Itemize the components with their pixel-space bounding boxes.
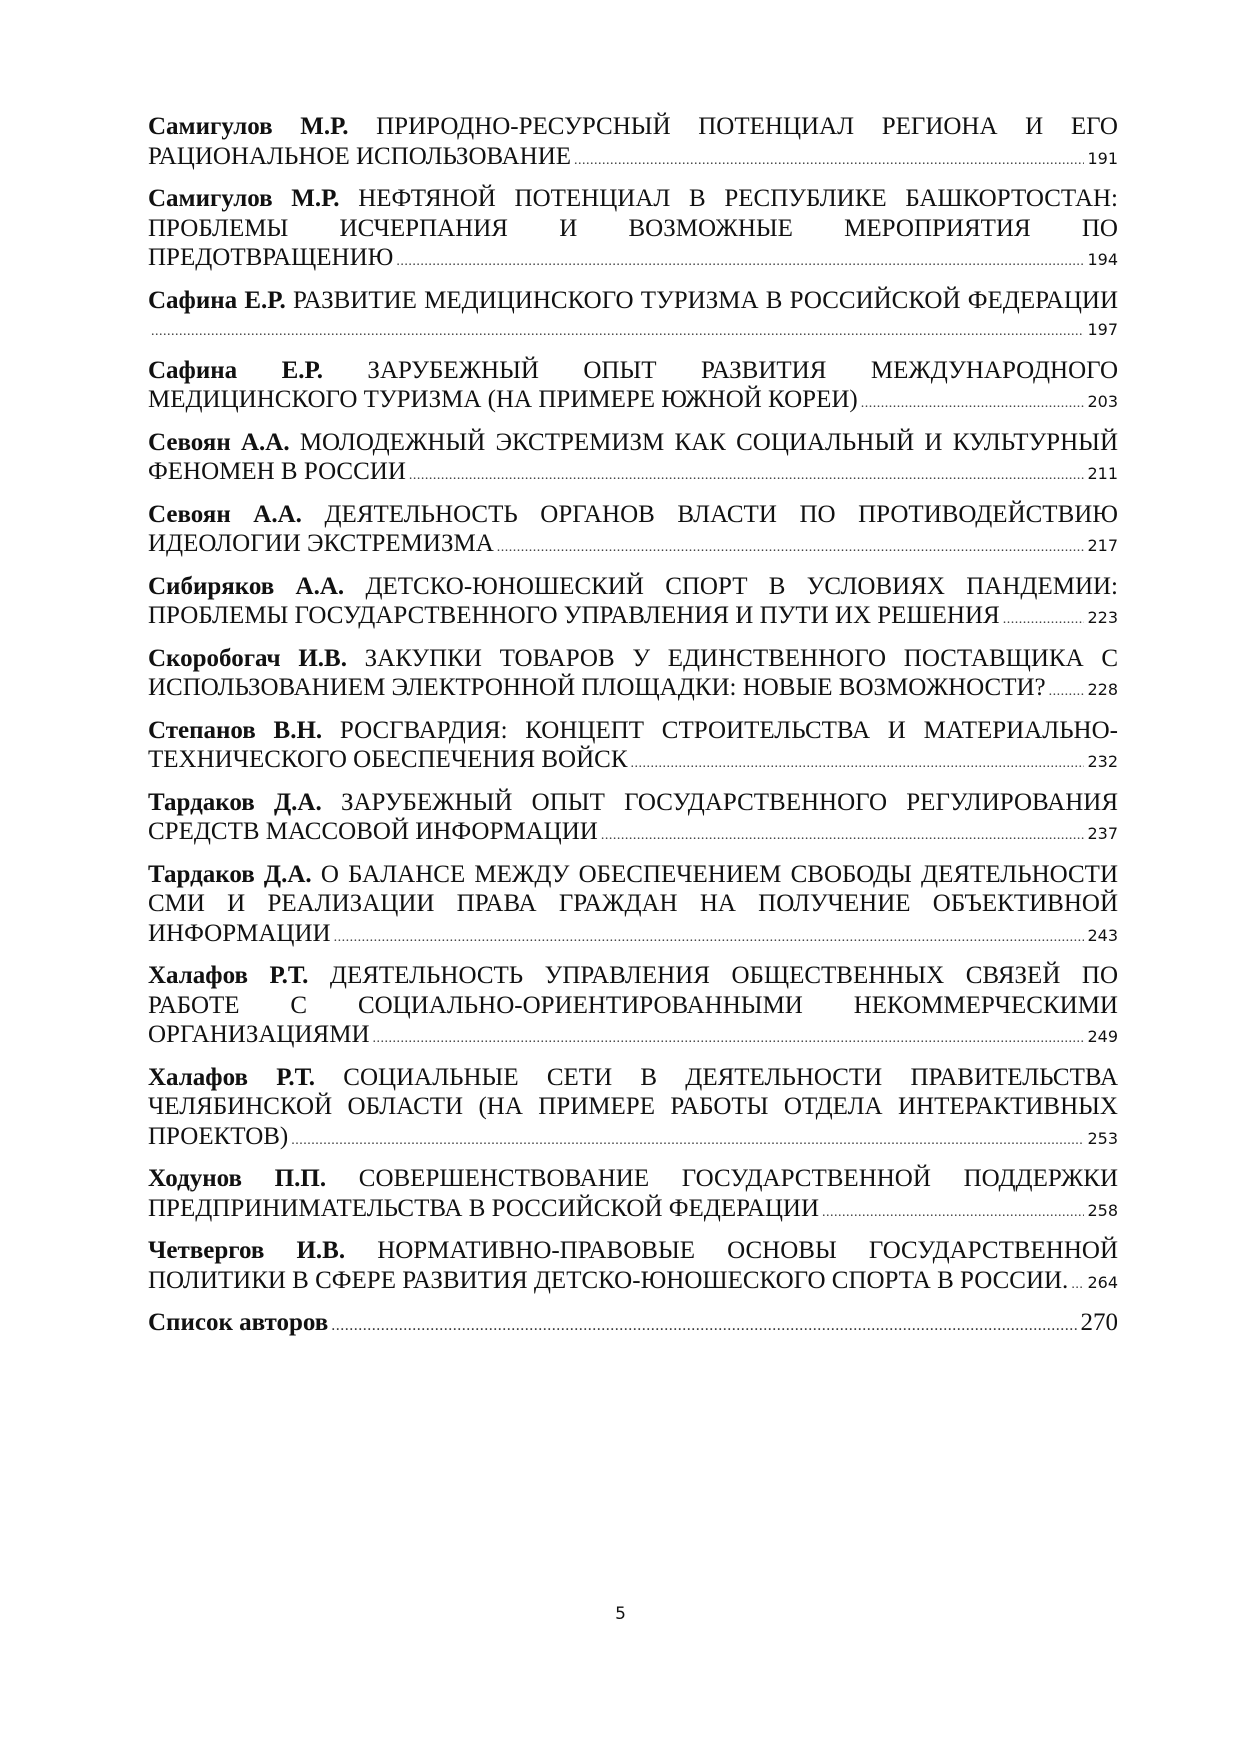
entry-author: Сибиряков А.А. [148,572,345,600]
entry-title-line: ИНФОРМАЦИИ [148,919,331,947]
entry-title-line: НЕФТЯНОЙ ПОТЕНЦИАЛ В РЕСПУБЛИКЕ БАШКОРТОСТАН: [358,185,1119,212]
entry-title [148,1164,1118,1194]
entry-title-line: ДЕТСКО-ЮНОШЕСКИЙ СПОРТ В УСЛОВИЯХ ПАНДЕМИИ: [365,572,1119,600]
entry-page-number: 249 [1087,1027,1118,1046]
entry-title-line: ИСПОЛЬЗОВАНИЕМ ЭЛЕКТРОННОЙ ПЛОЩАДКИ: НОВЫЕ ВОЗМОЖНОСТИ? [148,674,1046,701]
dot-leader [373,1024,1085,1054]
entry-title [148,644,1118,674]
entry-page-number: 232 [1087,752,1118,771]
dot-leader [331,1311,1077,1341]
entry-author: Самигулов М.Р. [148,185,340,212]
entry-title-line: ФЕНОМЕН В РОССИИ [148,458,406,485]
entry-last-line [148,529,1118,563]
entry-title [148,860,1118,919]
toc-entry[interactable] [148,286,1118,347]
entry-title [148,572,1118,602]
entry-title-line: СОВЕРШЕНСТВОВАНИЕ ГОСУДАРСТВЕННОЙ ПОДДЕРЖКИ [358,1165,1118,1192]
entry-last-line [148,142,1118,176]
entry-title-line: ПРЕДПРИНИМАТЕЛЬСТВА В РОССИЙСКОЙ ФЕДЕРАЦИИ [148,1194,820,1222]
entry-last-line [148,817,1118,851]
entry-title-line: ЗАРУБЕЖНЫЙ ОПЫТ ГОСУДАРСТВЕННОГО РЕГУЛИРОВАНИЯ [340,788,1118,816]
entry-author: Севоян А.А. [148,428,290,456]
entry-last-line [148,1122,1118,1156]
entry-last-line [148,457,1118,491]
entry-title-line: РАЦИОНАЛЬНОЕ ИСПОЛЬЗОВАНИЕ [148,142,572,170]
entry-title [148,112,1118,142]
entry-title-line: РОСГВАРДИЯ: КОНЦЕПТ СТРОИТЕЛЬСТВА И МАТЕРИАЛЬНО- [339,716,1118,744]
entry-title [148,184,1118,243]
entry-page-number: 258 [1087,1200,1118,1220]
entry-title-line: РАЗВИТИЕ МЕДИЦИНСКОГО ТУРИЗМА В РОССИЙСКОЙ ФЕДЕРАЦИИ [292,286,1119,314]
page-number: 5 [615,1604,626,1624]
toc-entry[interactable] [148,112,1118,175]
entry-last-line [148,1020,1118,1054]
entry-title-line: ОРГАНИЗАЦИЯМИ [148,1021,370,1048]
entry-title-line: ЧЕЛЯБИНСКОЙ ОБЛАСТИ (НА ПРИМЕРЕ РАБОТЫ ОТДЕЛА ИНТЕРАКТИВНЫХ [148,1093,1118,1120]
entry-page-number: 194 [1087,250,1118,269]
toc-entry[interactable] [148,788,1118,851]
entry-author: Четвергов И.В. [148,1237,346,1264]
dot-leader [631,749,1085,779]
entry-author: Тардаков Д.А. [148,788,322,816]
entry-last-line [148,1308,1118,1341]
entry-last-line [148,315,1118,347]
entry-title [148,1236,1118,1266]
entry-author: Ходунов П.П. [148,1165,327,1192]
entry-page-number: 237 [1087,824,1118,843]
toc-entry[interactable] [148,500,1118,563]
dot-leader [822,1198,1084,1228]
toc-entry-authors-list[interactable] [148,1308,1118,1341]
entry-title-line: ЗАРУБЕЖНЫЙ ОПЫТ РАЗВИТИЯ МЕЖДУНАРОДНОГО [367,356,1119,384]
entry-title-line: СОЦИАЛЬНЫЕ СЕТИ В ДЕЯТЕЛЬНОСТИ ПРАВИТЕЛЬСТВА [343,1063,1119,1091]
entry-title-line: СРЕДСТВ МАССОВОЙ ИНФОРМАЦИИ [148,818,598,845]
entry-page-number: 211 [1087,464,1118,483]
entry-page-number: 203 [1087,392,1118,411]
toc-entry[interactable] [148,860,1118,953]
dot-leader [497,533,1085,563]
entry-page-number: 228 [1087,680,1118,699]
entry-author: Сафина Е.Р. [148,356,323,384]
authors-list-label: Список авторов [148,1309,329,1336]
table-of-contents [148,112,1118,1350]
entry-author: Степанов В.Н. [148,716,323,744]
dot-leader [861,389,1085,419]
dot-leader [291,1126,1084,1156]
entry-author: Скоробогач И.В. [148,644,347,672]
entry-last-line [148,1194,1118,1228]
entry-title [148,716,1118,746]
entry-page-number: 191 [1087,148,1118,168]
toc-entry[interactable] [148,572,1118,635]
entry-title-line: НОРМАТИВНО-ПРАВОВЫЕ ОСНОВЫ ГОСУДАРСТВЕННОЙ [377,1237,1119,1264]
entry-page-number: 217 [1087,536,1118,555]
entry-author: Халафов Р.Т. [148,962,309,989]
dot-leader [1003,605,1085,635]
entry-title-line: ПОЛИТИКИ В СФЕРЕ РАЗВИТИЯ ДЕТСКО-ЮНОШЕСКОГО СПОРТА В РОССИИ. [148,1266,1069,1294]
entry-title-line: МОЛОДЕЖНЫЙ ЭКСТРЕМИЗМ КАК СОЦИАЛЬНЫЙ И КУЛЬТУРНЫЙ [299,428,1118,456]
toc-entry[interactable] [148,1063,1118,1156]
entry-page-number: 223 [1087,608,1118,627]
dot-leader [409,461,1085,491]
toc-entry[interactable] [148,356,1118,419]
entry-last-line [148,385,1118,419]
entry-title-line: ТЕХНИЧЕСКОГО ОБЕСПЕЧЕНИЯ ВОЙСК [148,746,628,773]
entry-title-line: ПРОБЛЕМЫ ИСЧЕРПАНИЯ И ВОЗМОЖНЫЕ МЕРОПРИЯТИЯ ПО [148,214,1118,242]
toc-entry[interactable] [148,184,1118,277]
entry-title [148,1063,1118,1122]
entry-title [148,500,1118,530]
entry-title-line: СМИ И РЕАЛИЗАЦИИ ПРАВА ГРАЖДАН НА ПОЛУЧЕНИЕ ОБЪЕКТИВНОЙ [148,890,1118,917]
entry-last-line [148,243,1118,277]
entry-author: Севоян А.А. [148,500,302,528]
entry-title-line: ИДЕОЛОГИИ ЭКСТРЕМИЗМА [148,530,494,557]
entry-title-line: ПРОЕКТОВ) [148,1122,289,1150]
dot-leader [396,247,1084,277]
entry-last-line [148,601,1118,635]
entry-page-number: 243 [1087,925,1118,945]
entry-title-line: ДЕЯТЕЛЬНОСТЬ УПРАВЛЕНИЯ ОБЩЕСТВЕННЫХ СВЯЗЕЙ ПО [329,962,1119,989]
entry-title [148,961,1118,1020]
entry-author: Тардаков Д.А. [148,860,312,888]
entry-title [148,286,1118,316]
toc-entry[interactable] [148,1164,1118,1227]
dot-leader [151,317,1084,347]
entry-title [148,428,1118,458]
entry-title-line: ЗАКУПКИ ТОВАРОВ У ЕДИНСТВЕННОГО ПОСТАВЩИКА С [364,644,1118,672]
entry-title [148,356,1118,386]
dot-leader [601,821,1085,851]
entry-title-line: О БАЛАНСЕ МЕЖДУ ОБЕСПЕЧЕНИЕМ СВОБОДЫ ДЕЯТЕЛЬНОСТИ [320,860,1118,888]
entry-page-number: 253 [1087,1128,1118,1148]
authors-list-page: 270 [1080,1309,1118,1336]
toc-entry[interactable] [148,1236,1118,1299]
entry-author: Халафов Р.Т. [148,1063,316,1091]
entry-last-line [148,919,1118,953]
entry-page-number: 197 [1087,320,1118,339]
entry-title-line: ПРЕДОТВРАЩЕНИЮ [148,244,394,271]
entry-author: Сафина Е.Р. [148,286,286,314]
dot-leader [1071,1270,1084,1300]
toc-entry[interactable] [148,644,1118,707]
toc-entry[interactable] [148,428,1118,491]
entry-title-line: МЕДИЦИНСКОГО ТУРИЗМА (НА ПРИМЕРЕ ЮЖНОЙ КОРЕИ) [148,386,858,413]
entry-last-line [148,1266,1118,1300]
dot-leader [574,146,1084,176]
entry-title-line: ПРОБЛЕМЫ ГОСУДАРСТВЕННОГО УПРАВЛЕНИЯ И ПУТИ ИХ РЕШЕНИЯ [148,602,1000,629]
entry-title-line: ПРИРОДНО-РЕСУРСНЫЙ ПОТЕНЦИАЛ РЕГИОНА И ЕГО [376,113,1118,140]
entry-last-line [148,673,1118,707]
entry-title-line: РАБОТЕ С СОЦИАЛЬНО-ОРИЕНТИРОВАННЫМИ НЕКОММЕРЧЕСКИМИ [148,991,1118,1019]
entry-author: Самигулов М.Р. [148,113,349,140]
entry-last-line [148,745,1118,779]
entry-title [148,788,1118,818]
entry-page-number: 264 [1087,1272,1118,1292]
toc-entry[interactable] [148,716,1118,779]
dot-leader [1049,677,1085,707]
entry-title-line: ДЕЯТЕЛЬНОСТЬ ОРГАНОВ ВЛАСТИ ПО ПРОТИВОДЕЙСТВИЮ [324,500,1118,528]
toc-entry[interactable] [148,961,1118,1054]
dot-leader [334,923,1085,953]
